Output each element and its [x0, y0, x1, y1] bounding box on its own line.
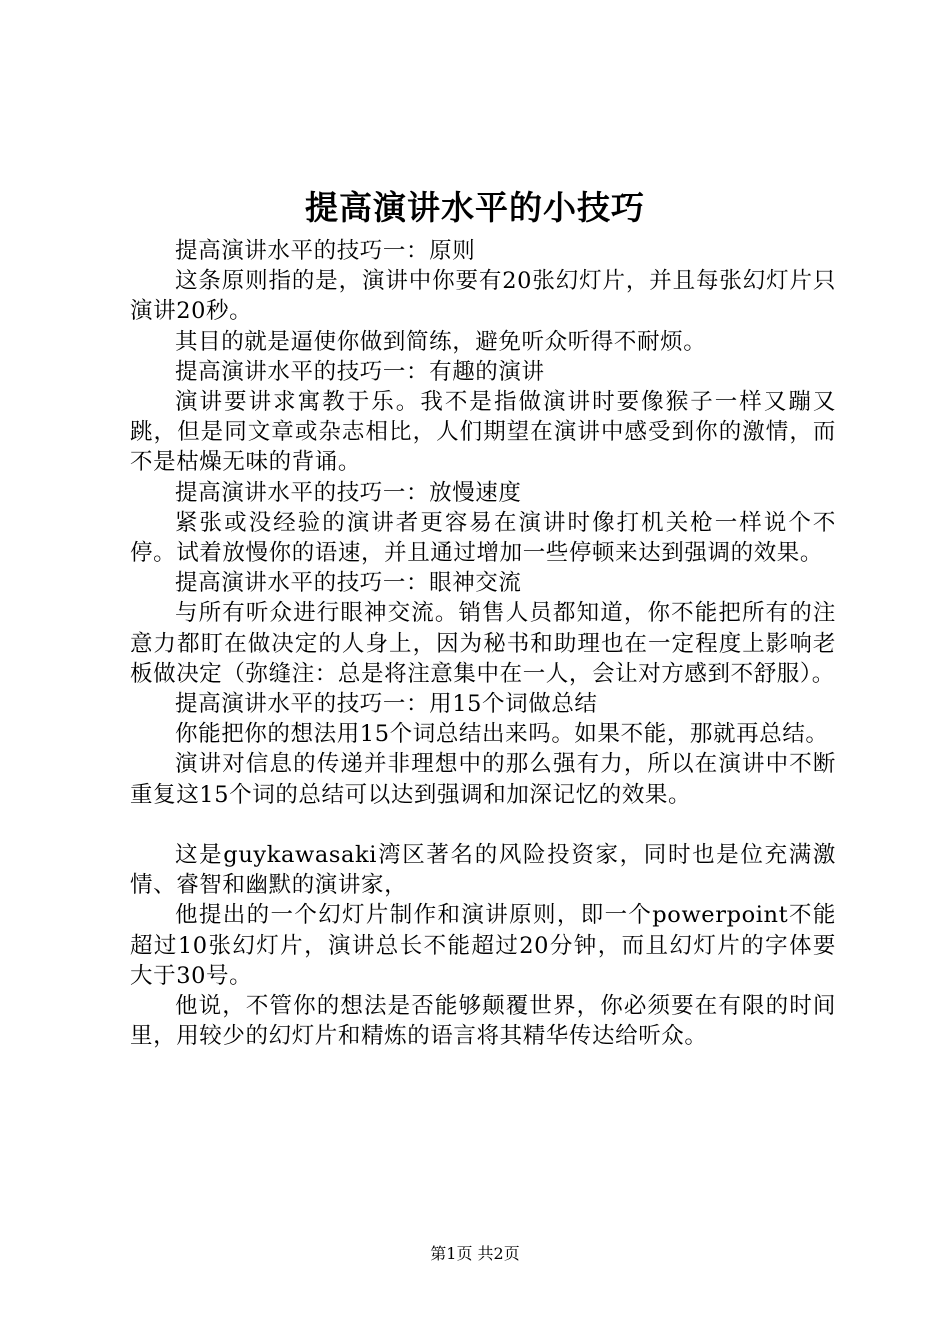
document-body: [130, 236, 836, 1051]
document-title: 提高演讲水平的小技巧: [305, 188, 645, 227]
section-heading-principle: 提高演讲水平的技巧一：原则: [175, 238, 476, 264]
section-heading-summary: 提高演讲水平的技巧一：用15个词做总结: [175, 691, 598, 718]
paragraph: 他说，不管你的想法是否能够颠覆世界，你必须要在有限的时间里，用较少的幻灯片和精炼的语言将其精华传达给听众。: [130, 993, 836, 1050]
section-heading-interesting: 提高演讲水平的技巧一：有趣的演讲: [175, 358, 545, 385]
paragraph: 这是guykawasaki湾区著名的风险投资家，同时也是位充满激情、睿智和幽默的演讲家，: [130, 842, 836, 899]
blank-line: [130, 810, 836, 840]
paragraph: 你能把你的想法用15个词总结出来吗。如果不能，那就再总结。: [175, 721, 829, 748]
paragraph: 他提出的一个幻灯片制作和演讲原则，即一个powerpoint不能超过10张幻灯片，演讲总长不能超过20分钟，而且幻灯片的字体要大于30号。: [130, 902, 836, 989]
section-heading-eye-contact: 提高演讲水平的技巧一：眼神交流: [175, 570, 522, 597]
paragraph: 与所有听众进行眼神交流。销售人员都知道，你不能把所有的注意力都盯在做决定的人身上，因为秘书和助理也在一定程度上影响老板做决定（弥缝注：总是将注意集中在一人，会让对方感到不舒服）。: [130, 600, 836, 687]
paragraph: 这条原则指的是，演讲中你要有20张幻灯片，并且每张幻灯片只演讲20秒。: [130, 268, 836, 325]
paragraph: 紧张或没经验的演讲者更容易在演讲时像打机关枪一样说个不停。试着放慢你的语速，并且通过增加一些停顿来达到强调的效果。: [130, 509, 836, 567]
page-indicator: 第1页 共2页: [430, 1244, 520, 1263]
paragraph: 演讲要讲求寓教于乐。我不是指做演讲时要像猴子一样又蹦又跳，但是同文章或杂志相比，人们期望在演讲中感受到你的激情，而不是枯燥无味的背诵。: [130, 389, 836, 476]
section-heading-slow-down: 提高演讲水平的技巧一：放慢速度: [175, 479, 522, 506]
paragraph: 其目的就是逼使你做到简练，避免听众听得不耐烦。: [175, 328, 707, 355]
paragraph: 演讲对信息的传递并非理想中的那么强有力，所以在演讲中不断重复这15个词的总结可以达到强调和加深记忆的效果。: [130, 751, 836, 808]
